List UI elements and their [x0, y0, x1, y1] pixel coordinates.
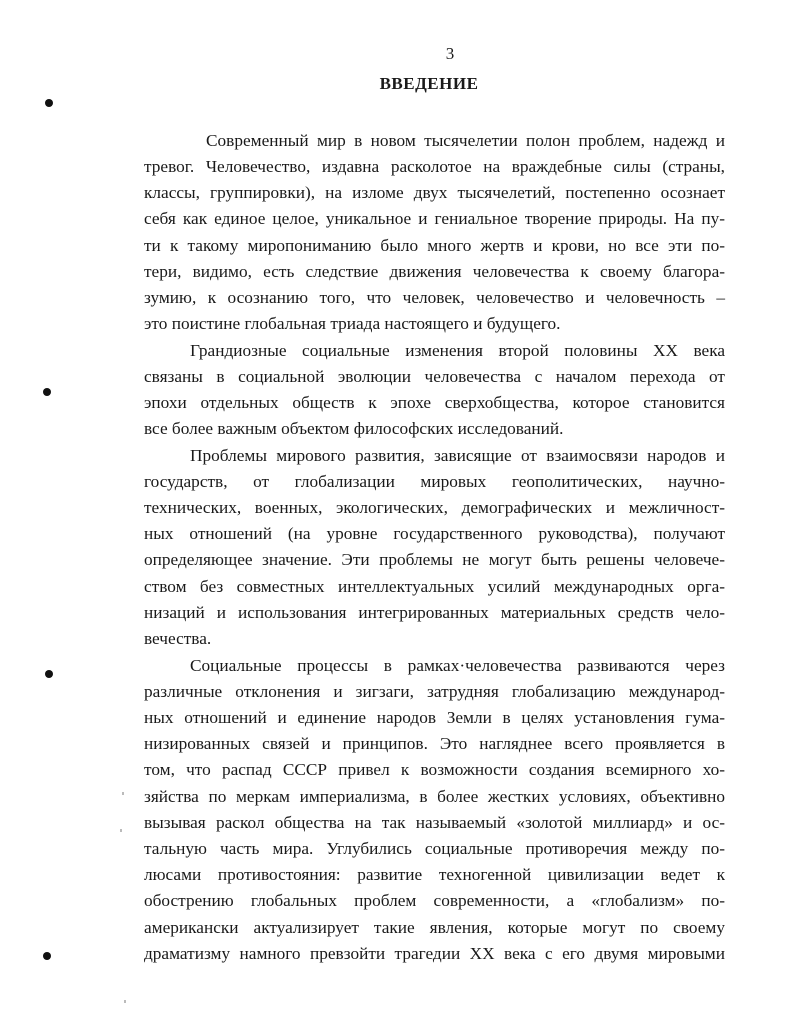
text-line: Социальные процессы в рамках·человечества развиваются через — [190, 656, 725, 675]
text-line: ти к такому миропониманию было много жертв и крови, но все эти по- — [144, 236, 725, 255]
binding-hole-mark — [43, 952, 51, 960]
text-line: американски актуализирует такие явления, которые могут по своему — [144, 918, 725, 937]
scan-speck — [122, 792, 124, 795]
text-line: тери, видимо, есть следствие движения человечества к своему благора- — [144, 262, 725, 281]
text-line: технических, военных, экологических, демографических и межличност- — [144, 498, 725, 517]
text-line: различные отклонения и зигзаги, затрудняя глобализацию международ- — [144, 682, 725, 701]
scan-speck — [124, 1000, 126, 1003]
text-line: ством без совместных интеллектуальных усилий международных орга- — [144, 577, 725, 596]
text-line: обострению глобальных проблем современности, а «глобализм» по- — [144, 891, 725, 910]
text-line: классы, группировки), на изломе двух тысячелетий, постепенно осознает — [144, 183, 725, 202]
page-heading: ВВЕДЕНИЕ — [379, 74, 479, 93]
binding-hole-mark — [45, 670, 53, 678]
text-line: государств, от глобализации мировых геополитических, научно- — [144, 472, 725, 491]
text-line: Проблемы мирового развития, зависящие от взаимосвязи народов и — [190, 446, 725, 465]
text-line: вечества. — [144, 629, 212, 648]
text-line: ных отношений и единение народов Земли в целях установления гума- — [144, 708, 725, 727]
binding-hole-mark — [43, 388, 51, 396]
page-number: 3 — [445, 44, 455, 63]
text-line: это поистине глобальная триада настоящего и будущего. — [144, 314, 561, 333]
text-line: драматизму намного превзойти трагедии XX века с его двумя мировыми — [144, 944, 725, 963]
binding-hole-mark — [45, 99, 53, 107]
text-line: низированных связей и принципов. Это нагляднее всего проявляется в — [144, 734, 725, 753]
text-line: низаций и использования интегрированных материальных средств чело- — [144, 603, 725, 622]
text-line: определяющее значение. Эти проблемы не могут быть решены человече- — [144, 550, 725, 569]
text-line: тревог. Человечество, издавна расколотое на враждебные силы (страны, — [144, 157, 725, 176]
text-line: зумию, к осознанию того, что человек, человечество и человечность – — [144, 288, 725, 307]
text-line: Грандиозные социальные изменения второй половины XX века — [190, 341, 725, 360]
text-line: ных отношений (на уровне государственного руководства), получают — [144, 524, 725, 543]
text-line: связаны в социальной эволюции человечества с началом перехода от — [144, 367, 725, 386]
text-line: все более важным объектом философских исследований. — [144, 419, 564, 438]
scan-speck — [120, 829, 122, 832]
text-line: Современный мир в новом тысячелетии полон проблем, надежд и — [206, 131, 725, 150]
text-line: эпохи отдельных обществ к эпохе сверхобщества, которое становится — [144, 393, 725, 412]
text-line: тальную часть мира. Углубились социальные противоречия между по- — [144, 839, 725, 858]
text-line: себя как единое целое, уникальное и гениальное творение природы. На пу- — [144, 209, 725, 228]
text-line: люсами противостояния: развитие техногенной цивилизации ведет к — [144, 865, 725, 884]
text-line: вызывая раскол общества на так называемый «золотой миллиард» и ос- — [144, 813, 725, 832]
text-line: зяйства по меркам империализма, в более жестких условиях, объективно — [144, 787, 725, 806]
text-line: том, что распад СССР привел к возможности создания всемирного хо- — [144, 760, 725, 779]
